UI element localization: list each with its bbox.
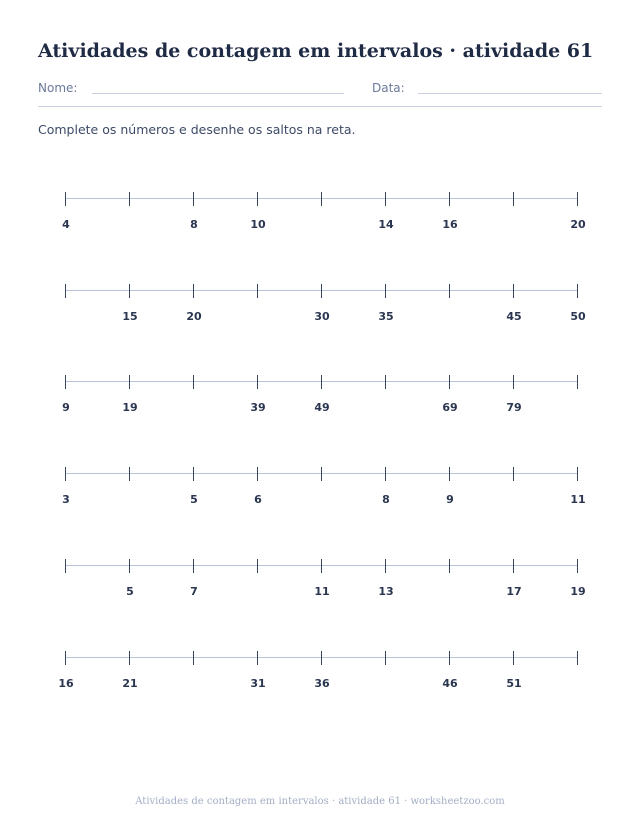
worksheet-title: Atividades de contagem em intervalos · atividade 61 bbox=[38, 40, 594, 62]
tick-mark bbox=[129, 467, 130, 481]
number-line-axis bbox=[66, 565, 578, 566]
tick-label: 36 bbox=[314, 677, 330, 690]
tick-mark bbox=[321, 467, 322, 481]
tick-mark bbox=[257, 192, 258, 206]
number-line bbox=[0, 467, 640, 517]
tick-mark bbox=[129, 375, 130, 389]
tick-mark bbox=[321, 559, 322, 573]
tick-mark bbox=[385, 559, 386, 573]
tick-mark bbox=[193, 651, 194, 665]
name-field[interactable] bbox=[92, 93, 344, 94]
tick-mark bbox=[321, 284, 322, 298]
tick-mark bbox=[257, 559, 258, 573]
tick-mark bbox=[193, 192, 194, 206]
tick-mark bbox=[577, 651, 578, 665]
tick-mark bbox=[577, 467, 578, 481]
footer: Atividades de contagem em intervalos · atividade 61 · worksheetzoo.com bbox=[135, 796, 505, 807]
tick-mark bbox=[385, 375, 386, 389]
tick-label: 20 bbox=[186, 310, 202, 323]
tick-mark bbox=[385, 651, 386, 665]
tick-label: 5 bbox=[126, 585, 134, 598]
tick-mark bbox=[65, 651, 66, 665]
tick-label: 14 bbox=[378, 218, 394, 231]
tick-mark bbox=[385, 467, 386, 481]
tick-label: 6 bbox=[254, 493, 262, 506]
tick-mark bbox=[193, 559, 194, 573]
tick-label: 35 bbox=[378, 310, 394, 323]
tick-mark bbox=[257, 375, 258, 389]
tick-label: 9 bbox=[62, 401, 70, 414]
tick-mark bbox=[385, 284, 386, 298]
tick-mark bbox=[513, 559, 514, 573]
tick-label: 11 bbox=[314, 585, 330, 598]
tick-label: 19 bbox=[570, 585, 586, 598]
tick-mark bbox=[449, 651, 450, 665]
tick-mark bbox=[193, 375, 194, 389]
tick-mark bbox=[193, 284, 194, 298]
tick-label: 7 bbox=[190, 585, 198, 598]
tick-label: 13 bbox=[378, 585, 394, 598]
number-line bbox=[0, 559, 640, 609]
number-line-axis bbox=[66, 290, 578, 291]
tick-mark bbox=[513, 467, 514, 481]
tick-mark bbox=[193, 467, 194, 481]
tick-mark bbox=[257, 651, 258, 665]
tick-mark bbox=[577, 559, 578, 573]
number-line-axis bbox=[66, 198, 578, 199]
tick-mark bbox=[577, 192, 578, 206]
tick-mark bbox=[65, 375, 66, 389]
tick-mark bbox=[129, 284, 130, 298]
tick-label: 19 bbox=[122, 401, 138, 414]
tick-mark bbox=[513, 284, 514, 298]
tick-mark bbox=[321, 192, 322, 206]
tick-label: 45 bbox=[506, 310, 522, 323]
number-line bbox=[0, 192, 640, 242]
number-line-axis bbox=[66, 473, 578, 474]
date-label: Data: bbox=[372, 81, 405, 95]
tick-label: 4 bbox=[62, 218, 70, 231]
tick-label: 8 bbox=[190, 218, 198, 231]
tick-mark bbox=[449, 467, 450, 481]
tick-mark bbox=[513, 651, 514, 665]
tick-label: 21 bbox=[122, 677, 138, 690]
number-line bbox=[0, 651, 640, 701]
tick-mark bbox=[257, 284, 258, 298]
tick-mark bbox=[129, 192, 130, 206]
tick-label: 79 bbox=[506, 401, 522, 414]
tick-mark bbox=[321, 651, 322, 665]
tick-label: 5 bbox=[190, 493, 198, 506]
tick-mark bbox=[513, 192, 514, 206]
tick-mark bbox=[449, 192, 450, 206]
tick-label: 16 bbox=[58, 677, 74, 690]
tick-mark bbox=[577, 375, 578, 389]
number-line bbox=[0, 375, 640, 425]
tick-mark bbox=[321, 375, 322, 389]
tick-label: 10 bbox=[250, 218, 266, 231]
number-line bbox=[0, 284, 640, 334]
tick-label: 51 bbox=[506, 677, 522, 690]
number-line-axis bbox=[66, 657, 578, 658]
tick-label: 17 bbox=[506, 585, 522, 598]
tick-mark bbox=[449, 284, 450, 298]
tick-label: 69 bbox=[442, 401, 458, 414]
tick-mark bbox=[65, 192, 66, 206]
tick-mark bbox=[65, 284, 66, 298]
instructions: Complete os números e desenhe os saltos na reta. bbox=[38, 122, 356, 137]
tick-label: 30 bbox=[314, 310, 330, 323]
tick-mark bbox=[65, 467, 66, 481]
name-label: Nome: bbox=[38, 81, 78, 95]
number-line-axis bbox=[66, 381, 578, 382]
tick-mark bbox=[257, 467, 258, 481]
tick-label: 8 bbox=[382, 493, 390, 506]
tick-mark bbox=[129, 559, 130, 573]
tick-mark bbox=[577, 284, 578, 298]
date-field[interactable] bbox=[418, 93, 602, 94]
tick-mark bbox=[513, 375, 514, 389]
tick-label: 31 bbox=[250, 677, 266, 690]
tick-label: 3 bbox=[62, 493, 70, 506]
tick-label: 15 bbox=[122, 310, 138, 323]
tick-label: 16 bbox=[442, 218, 458, 231]
tick-label: 50 bbox=[570, 310, 586, 323]
tick-label: 20 bbox=[570, 218, 586, 231]
tick-label: 39 bbox=[250, 401, 266, 414]
tick-mark bbox=[449, 375, 450, 389]
tick-label: 11 bbox=[570, 493, 586, 506]
tick-label: 9 bbox=[446, 493, 454, 506]
header-divider bbox=[38, 106, 602, 107]
tick-label: 49 bbox=[314, 401, 330, 414]
tick-mark bbox=[65, 559, 66, 573]
tick-mark bbox=[129, 651, 130, 665]
tick-mark bbox=[449, 559, 450, 573]
tick-label: 46 bbox=[442, 677, 458, 690]
tick-mark bbox=[385, 192, 386, 206]
